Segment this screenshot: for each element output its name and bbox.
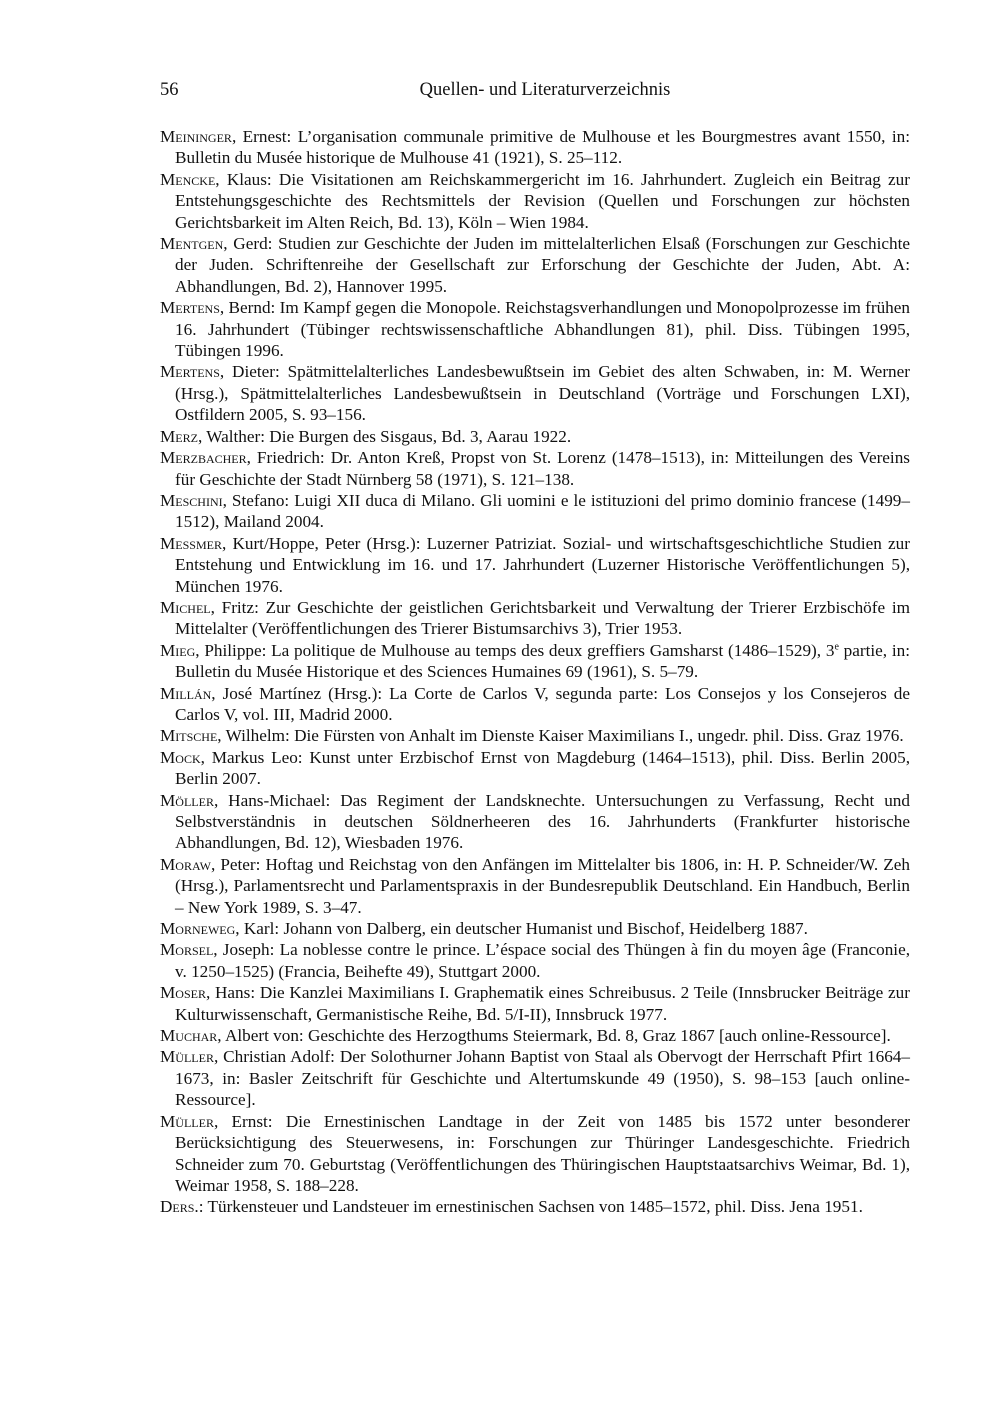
entry-author: Michel — [160, 597, 211, 617]
entry-text: , Philippe: La politique de Mulhouse au temps des deux greffiers Gamsharst (1486–1529), 3 — [195, 640, 835, 660]
entry-text: , Fritz: Zur Geschichte der geistlichen Gerichtsbarkeit und Verwaltung der Trierer Erzbischöfe im Mittelalter (Veröffentlichungen des Trierer Bistumsarchivs 3), Trier 1953. — [175, 597, 910, 639]
entry-text: , Dieter: Spätmittelalterliches Landesbewußtsein im Gebiet des alten Schwaben, in: M. Werner (Hrsg.), Spätmittelalterliches Landesbewußtsein in Deutschland (Vorträge und Forschungen LXI), Ostfildern 2005, S. 93–156. — [175, 362, 910, 425]
running-head — [160, 80, 910, 110]
entry-author: Morsel — [160, 940, 214, 960]
entry-author: Meininger — [160, 127, 232, 146]
bibliography-entry — [160, 982, 910, 1025]
bibliography-entry — [160, 790, 910, 854]
entry-superscript: e — [834, 641, 839, 653]
bibliography-entry — [160, 854, 910, 918]
bibliography-entry — [160, 1196, 910, 1217]
entry-text: : Türkensteuer und Landsteuer im ernestinischen Sachsen von 1485–1572, phil. Diss. Jena 1951. — [198, 1197, 863, 1217]
entry-author: Mertens — [160, 298, 220, 318]
entry-text: , Hans: Die Kanzlei Maximilians I. Graphematik eines Schreibusus. 2 Teile (Innsbrucker Beiträge zur Kulturwissenschaft, Germanistische Reihe, Bd. 5/I-II), Innsbruck 1977. — [175, 983, 910, 1024]
entry-author: Mertens — [160, 362, 220, 382]
bibliography-entry — [160, 361, 910, 425]
entry-author: Moraw — [160, 854, 211, 874]
entry-author: Muchar — [160, 1026, 218, 1046]
entry-text: , Klaus: Die Visitationen am Reichskammergericht im 16. Jahrhundert. Zugleich ein Beitrag zur Entstehungsgeschichte des Rechtsmittels der Revision (Quellen und Forschungen zur höchsten Gerichtsbarkeit im Alten Reich, Bd. 13), Köln – Wien 1984. — [175, 169, 910, 232]
entry-text: , Friedrich: Dr. Anton Kreß, Propst von St. Lorenz (1478–1513), in: Mitteilungen des Vereins für Geschichte der Stadt Nürnberg 58 (1971), S. 121–138. — [175, 448, 910, 489]
entry-author: Mieg — [160, 640, 196, 660]
entry-text: , Joseph: La noblesse contre le prince. L’éspace social des Thüngen à fin du moyen âge (Franconie, v. 1250–1525) (Francia, Beihefte 49), Stuttgart 2000. — [175, 940, 910, 981]
page-number: 56 — [160, 80, 179, 100]
bibliography-entry — [160, 533, 910, 597]
bibliography-entry — [160, 725, 910, 746]
entry-text: , Markus Leo: Kunst unter Erzbischof Ernst von Magdeburg (1464–1513), phil. Diss. Berlin 2005, Berlin 2007. — [175, 747, 910, 789]
entry-author: Morneweg — [160, 919, 236, 939]
entry-text: , Albert von: Geschichte des Herzogthums Steiermark, Bd. 8, Graz 1867 [auch online-Ressource]. — [217, 1026, 891, 1046]
entry-text: , Ernst: Die Ernestinischen Landtage in der Zeit von 1485 bis 1572 unter besonderer Berücksichtigung des Steuerwesens, in: Forschungen zur Thüringer Landesgeschichte. Friedrich Schneider zum 70. Geburtstag (Veröffentlichungen des Thüringischen Hauptstaatsarchivs Weimar, Bd. 1), Weimar 1958, S. 188–228. — [175, 1111, 910, 1195]
bibliography-entry — [160, 939, 910, 982]
bibliography-entry — [160, 447, 910, 490]
entry-text: , Hans-Michael: Das Regiment der Landsknechte. Untersuchungen zu Verfassung, Recht und Selbstverständnis in deutschen Söldnerheeren des 16. Jahrhunderts (Frankfurter historische Abhandlungen, Bd. 12), Wiesbaden 1976. — [175, 790, 910, 853]
entry-author: Merz — [160, 426, 198, 446]
entry-text: , Peter: Hoftag und Reichstag von den Anfängen im Mittelalter bis 1806, in: H. P. Schneider/W. Zeh (Hrsg.), Parlamentsrecht und Parlamentspraxis in der Bundesrepublik Deutschland. Ein Handbuch, Berlin – New York 1989, S. 3–47. — [175, 854, 910, 917]
bibliography-entry — [160, 1025, 910, 1046]
entry-text: , Wilhelm: Die Fürsten von Anhalt im Dienste Kaiser Maximilians I., ungedr. phil. Diss. Graz 1976. — [217, 726, 904, 746]
entry-author: Mock — [160, 747, 201, 767]
entry-text: , Gerd: Studien zur Geschichte der Juden im mittelalterlichen Elsaß (Forschungen zur Geschichte der Juden. Schriftenreihe der Gesellschaft zur Erforschung der Geschichte der Juden, Abt. A: Abhandlungen, Bd. 2), Hannover 1995. — [175, 234, 910, 296]
bibliography-list — [160, 126, 910, 1218]
bibliography-entry — [160, 169, 910, 233]
bibliography-entry — [160, 747, 910, 790]
bibliography-entry — [160, 233, 910, 297]
entry-author: Mentgen — [160, 234, 224, 254]
bibliography-entry — [160, 126, 910, 169]
entry-author: Müller — [160, 1111, 214, 1131]
entry-author: Müller — [160, 1047, 214, 1067]
entry-text: , Karl: Johann von Dalberg, ein deutscher Humanist und Bischof, Heidelberg 1887. — [235, 919, 808, 939]
bibliography-entry — [160, 1046, 910, 1110]
entry-author: Meschini — [160, 490, 223, 510]
entry-author: Millán — [160, 683, 212, 703]
entry-text-continued: partie, in: Bulletin du Musée Historique et des Sciences Humaines 69 (1961), S. 5–79. — [175, 640, 910, 682]
entry-author: Merzbacher — [160, 448, 247, 468]
bibliography-entry — [160, 297, 910, 361]
entry-author: Möller — [160, 790, 214, 810]
entry-author: Mencke — [160, 169, 216, 189]
entry-author: Ders. — [160, 1197, 199, 1217]
entry-author: Moser — [160, 983, 206, 1003]
entry-author: Messmer — [160, 533, 222, 553]
bibliography-entry — [160, 918, 910, 939]
entry-author: Mitsche — [160, 726, 218, 746]
entry-text: , Kurt/Hoppe, Peter (Hrsg.): Luzerner Patriziat. Sozial- und wirtschaftsgeschichtliche Studien zur Entstehung und Entwicklung im 16. und 17. Jahrhundert (Luzerner Historische Veröffentlichungen 5), München 1976. — [175, 533, 910, 596]
entry-text: , Christian Adolf: Der Solothurner Johann Baptist von Staal als Obervogt der Herrschaft Pfirt 1664–1673, in: Basler Zeitschrift für Geschichte und Altertumskunde 49 (1950), S. 98–153 [auch online-Ressource]. — [175, 1047, 910, 1110]
entry-text: , José Martínez (Hrsg.): La Corte de Carlos V, segunda parte: Los Consejos y los Consejeros de Carlos V, vol. III, Madrid 2000. — [175, 683, 910, 724]
bibliography-entry — [160, 597, 910, 640]
entry-text: , Bernd: Im Kampf gegen die Monopole. Reichstagsverhandlungen und Monopolprozesse im frühen 16. Jahrhundert (Tübinger rechtswissenschaftliche Abhandlungen 81), phil. Diss. Tübingen 1995, Tübingen 1996. — [175, 298, 910, 361]
entry-text: , Walther: Die Burgen des Sisgaus, Bd. 3, Aarau 1922. — [197, 426, 572, 446]
running-title: Quellen- und Literaturverzeichnis — [419, 80, 671, 100]
entry-text: , Ernest: L’organisation communale primitive de Mulhouse et les Bourgmestres avant 1550, in: Bulletin du Musée historique de Mulhouse 41 (1921), S. 25–112. — [175, 127, 910, 168]
bibliography-entry — [160, 683, 910, 726]
bibliography-entry — [160, 426, 910, 447]
entry-text: , Stefano: Luigi XII duca di Milano. Gli uomini e le istituzioni del primo dominio francese (1499–1512), Mailand 2004. — [175, 490, 910, 532]
bibliography-entry — [160, 640, 910, 683]
bibliography-entry — [160, 490, 910, 533]
bibliography-entry — [160, 1111, 910, 1197]
